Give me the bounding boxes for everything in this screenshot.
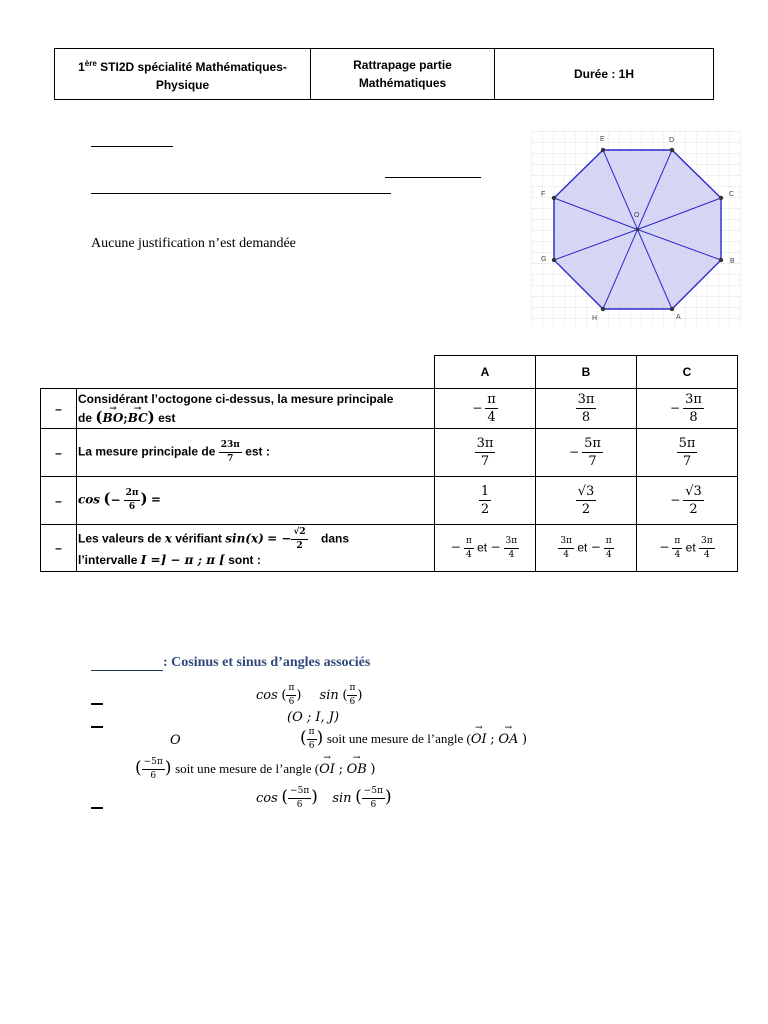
item-dash	[91, 807, 103, 809]
class-level: 1	[78, 59, 85, 74]
exam-duration: Durée : 1H	[573, 67, 635, 81]
section-2-line-1: cos ( $\frac{\pi}{6}$ ) sin ( $\frac{\pi}{6}$ )	[256, 683, 363, 707]
question-2-suffix: est :	[245, 444, 270, 459]
answer-sign: −	[590, 540, 601, 555]
answer-1b	[536, 389, 637, 429]
qcm-table	[40, 355, 738, 572]
qcm-header-a: A	[435, 356, 536, 389]
question-4-line1	[78, 528, 434, 551]
vertex-label-c: C	[729, 191, 735, 198]
octagon-vertex-point	[670, 148, 674, 152]
section-2-line-5: cos ( $\frac{-5\pi}{6}$ ) sin ( $\frac{-5\pi}{6}$ )	[256, 786, 392, 811]
frac-num: −5π	[288, 787, 311, 799]
heading-underline	[91, 146, 173, 147]
frac-num: −5π	[362, 787, 385, 799]
frac-den: 6	[288, 697, 295, 707]
section-2-frame: (O ; I, J)	[287, 710, 340, 725]
answer-den: 4	[563, 549, 570, 560]
vertex-label-f: F	[541, 191, 546, 198]
question-1-prefix: de	[78, 411, 93, 425]
question-2	[77, 429, 435, 477]
vector-ob: → OB	[347, 762, 367, 777]
frac-den: 6	[370, 800, 377, 811]
frac-num: π	[347, 684, 357, 696]
octagon-vertex-point	[719, 196, 723, 200]
octagon-center-point	[636, 228, 640, 232]
answer-den: 8	[581, 410, 591, 425]
question-1-line2: de (→ BO;→ BC) est	[78, 408, 434, 427]
qcm-question-row	[41, 477, 738, 525]
answer-3c	[637, 477, 738, 525]
qcm-header-b: B	[536, 356, 637, 389]
item-dash	[91, 726, 103, 728]
octagon-vertex-point	[601, 148, 605, 152]
center-label-o: O	[634, 212, 640, 219]
class-level-sup: ère	[84, 58, 97, 68]
answer-sign: −	[659, 540, 670, 555]
exam-title: Rattrapage partie Mathématiques	[353, 58, 452, 90]
sin-label: sin	[319, 687, 339, 703]
vector-oi: → OI	[319, 762, 335, 777]
answer-den: 7	[682, 454, 692, 469]
answer-num: √3	[685, 484, 702, 499]
section-2-origin: O	[170, 733, 181, 748]
octagon-vertex-point	[719, 258, 723, 262]
section-2-title: : Cosinus et sinus d’angles associés	[163, 655, 371, 670]
header-class-cell	[55, 49, 311, 99]
answer-den: 4	[674, 549, 681, 560]
vertex-label-a: A	[676, 314, 681, 321]
answer-den: 7	[480, 454, 490, 469]
answer-num: 1	[480, 484, 490, 499]
answer-den: 4	[487, 410, 496, 425]
qcm-header-row	[41, 356, 738, 389]
answer-den: 2	[581, 502, 591, 517]
answer-3b	[536, 477, 637, 525]
answer-num: 5π	[584, 436, 601, 451]
section-2-underline	[91, 670, 163, 671]
question-dash: –	[41, 389, 77, 429]
instruction-underline-1	[385, 177, 481, 178]
question-4-line2-suffix: sont :	[228, 552, 261, 567]
close-paren: )	[370, 762, 376, 777]
question-dash: –	[41, 429, 77, 477]
sin-label: sin	[332, 791, 352, 806]
answer-num: 3π	[558, 537, 574, 549]
question-1-suffix: est	[158, 411, 176, 425]
frac-num: π	[307, 728, 317, 740]
instruction-underline-2	[91, 193, 391, 194]
answer-et: et	[577, 540, 588, 555]
class-description: STI2D spécialité Mathématiques-Physique	[100, 59, 287, 92]
question-4-tail: dans	[321, 531, 350, 546]
answer-3a	[435, 477, 536, 525]
answer-sign: −	[569, 444, 580, 459]
close-paren: )	[521, 732, 528, 747]
answer-sign: −	[670, 492, 681, 507]
question-3: cos (− $\frac{2\pi}{6}$ ) =	[77, 477, 435, 525]
answer-sign: −	[472, 400, 483, 415]
frac-den: 6	[349, 697, 356, 707]
question-dash: –	[41, 525, 77, 572]
question-1-line1: Considérant l’octogone ci-dessus, la mesure principale	[78, 392, 394, 406]
answer-1c	[637, 389, 738, 429]
answer-den: 2	[689, 502, 698, 517]
answer-den: 7	[588, 454, 597, 469]
question-4-var: x	[164, 531, 172, 546]
question-3-sign: −	[110, 492, 121, 507]
question-2-num: 23π	[219, 441, 242, 453]
answer-num: 3π	[577, 392, 595, 407]
question-3-num: 2π	[124, 489, 141, 501]
vertex-label-b: B	[730, 258, 735, 265]
octagon-vertex-point	[552, 196, 556, 200]
angle-text: soit une mesure de l’angle (	[326, 731, 471, 746]
angle-text: soit une mesure de l’angle (	[175, 761, 320, 776]
cos-label: cos	[256, 687, 278, 703]
answer-num: 3π	[685, 392, 702, 407]
question-4-line2	[78, 551, 434, 569]
answer-num: 5π	[678, 436, 696, 451]
question-2-den: 7	[227, 454, 234, 464]
no-justification-note: Aucune justification n’est demandée	[91, 236, 296, 251]
item-dash	[91, 703, 103, 705]
answer-num: π	[464, 537, 474, 549]
answer-2a	[435, 429, 536, 477]
question-3-eq: =	[150, 492, 161, 507]
frac-num: π	[286, 684, 296, 696]
qcm-header-c: C	[637, 356, 738, 389]
frac-num: −5π	[142, 758, 165, 770]
answer-den: 4	[508, 549, 515, 560]
question-4	[77, 525, 435, 572]
question-4-fn: sin(x)	[225, 531, 264, 546]
frac-den: 6	[296, 800, 303, 811]
question-4-den: 2	[296, 540, 303, 551]
header-table	[54, 48, 714, 100]
answer-1a	[435, 389, 536, 429]
answer-num: π	[604, 537, 614, 549]
answer-num: 3π	[476, 436, 494, 451]
qcm-question-row	[41, 525, 738, 572]
vector-oi: → OI	[471, 732, 487, 747]
octagon-figure	[531, 131, 741, 327]
answer-num: π	[487, 392, 496, 407]
answer-et: et	[685, 540, 696, 555]
section-2-line-4: ( $\frac{-5\pi}{6}$ ) soit une mesure de l’angle (→ OI ; → OB )	[135, 758, 376, 781]
question-4-num: √2	[291, 528, 307, 540]
qcm-blank-cell	[41, 356, 77, 389]
answer-4b	[536, 525, 637, 572]
frac-den: 6	[150, 771, 157, 782]
answer-num: π	[672, 537, 682, 549]
question-dash: –	[41, 477, 77, 525]
question-4-interval: I =] − π ; π [	[140, 552, 225, 567]
qcm-question-row	[41, 389, 738, 429]
answer-sign: −	[450, 540, 461, 555]
answer-den: 2	[480, 502, 490, 517]
qcm-blank-cell	[77, 356, 435, 389]
answer-den: 4	[703, 549, 710, 560]
vertex-label-e: E	[600, 136, 605, 143]
frac-den: 6	[308, 741, 315, 752]
header-title-cell	[311, 49, 495, 99]
question-2-prefix: La mesure principale de	[78, 444, 216, 459]
sep: ;	[490, 732, 495, 747]
answer-sign: −	[670, 400, 681, 415]
answer-2b	[536, 429, 637, 477]
answer-num: √3	[577, 484, 595, 499]
answer-num: 3π	[504, 537, 520, 549]
answer-sign: −	[490, 540, 501, 555]
answer-2c	[637, 429, 738, 477]
question-4-line2-prefix: l’intervalle	[78, 552, 138, 567]
vector-oa: → OA	[498, 732, 518, 747]
octagon-vertex-point	[601, 307, 605, 311]
answer-et: et	[477, 540, 488, 555]
sep: ;	[338, 762, 343, 777]
octagon-vertex-point	[552, 258, 556, 262]
answer-num: 3π	[699, 537, 715, 549]
answer-4c	[637, 525, 738, 572]
vector-bc: → BC	[128, 409, 148, 427]
question-3-den: 6	[128, 502, 136, 512]
header-duration-cell	[495, 49, 713, 99]
question-3-fn: cos	[78, 492, 101, 507]
question-1	[77, 389, 435, 429]
answer-den: 4	[465, 549, 472, 560]
octagon-vertex-point	[670, 307, 674, 311]
section-2-line-3: ( $\frac{\pi}{6}$ ) soit une mesure de l’angle (→ OI ; → OA )	[300, 728, 527, 751]
vertex-label-d: D	[669, 137, 675, 144]
answer-4a	[435, 525, 536, 572]
vertex-label-g: G	[541, 256, 547, 263]
answer-den: 4	[605, 549, 612, 560]
vertex-label-h: H	[592, 315, 598, 322]
answer-den: 8	[689, 410, 698, 425]
question-4-prefix: Les valeurs de	[78, 531, 162, 546]
cos-label: cos	[256, 791, 278, 806]
question-4-eq: = −	[267, 531, 292, 546]
vector-bo: → BO	[102, 409, 123, 427]
question-4-mid: vérifiant	[175, 531, 222, 546]
qcm-question-row	[41, 429, 738, 477]
